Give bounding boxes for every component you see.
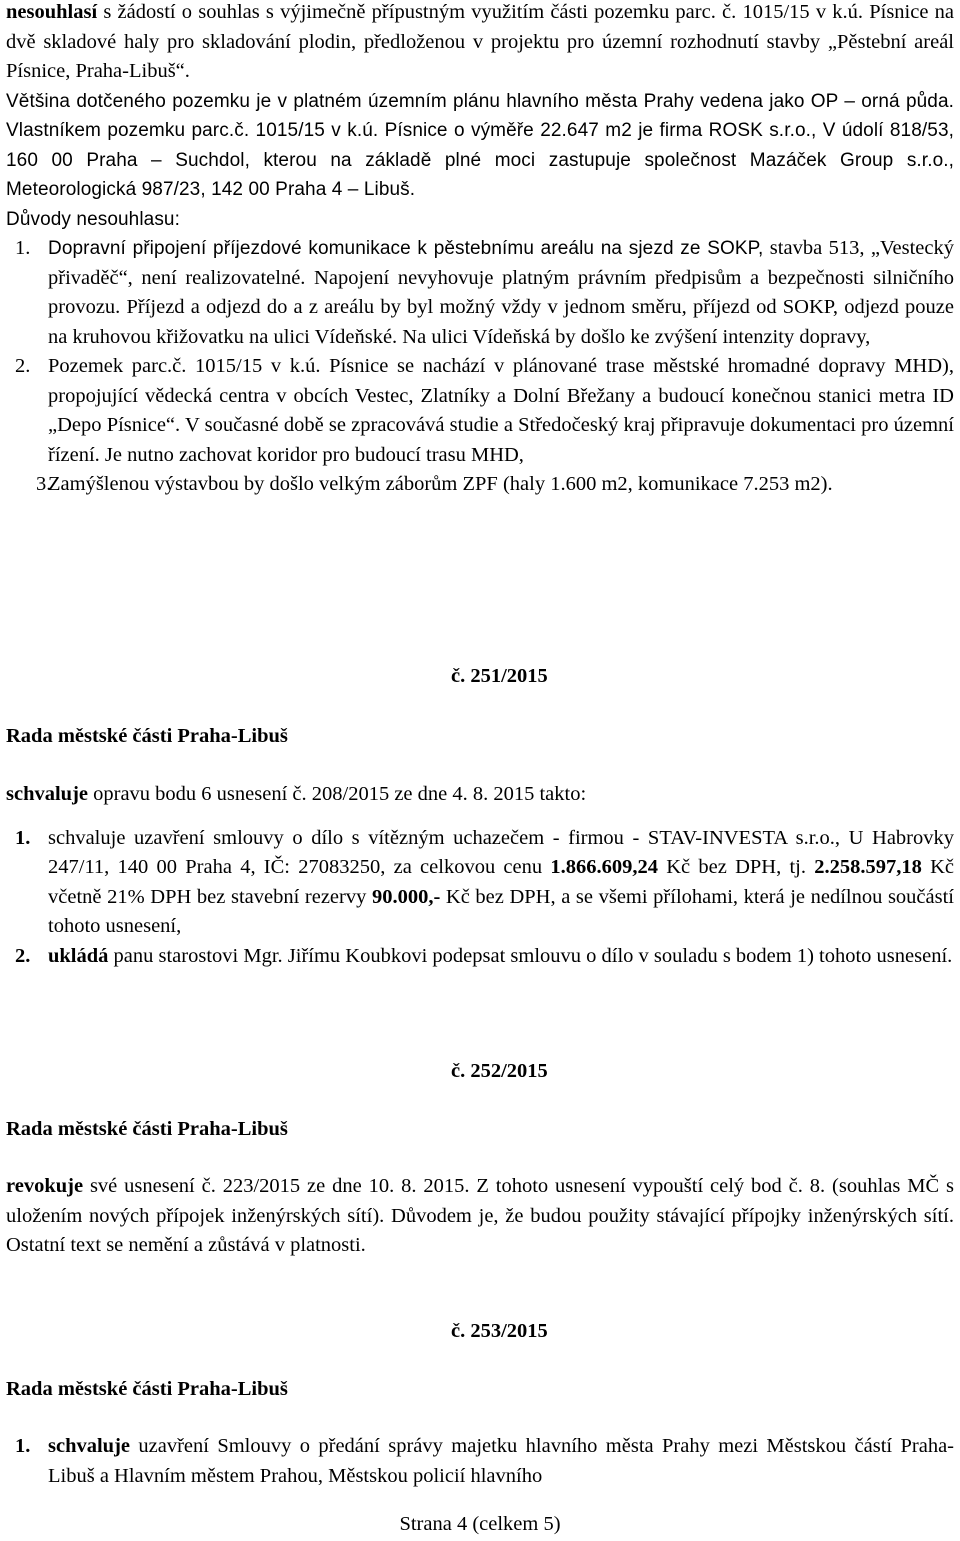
council-heading: Rada městské části Praha-Libuš (6, 1378, 288, 1400)
intro-paragraph-2: Většina dotčeného pozemku je v platném územním plánu hlavního města Prahy vedena jako OP – orná půda. Vlastníkem pozemku parc.č. 1015/15 v k.ú. Písnice o výměře 22.647 m2 je firma ROSK s.r.o., V údolí 818/53, 160 00 Praha – Suchdol, kterou na základě plné moci zastupuje společnost Mazáček Group s.r.o., Meteorologická 987/23, 142 00 Praha 4 – Libuš. (6, 90, 954, 200)
item-text (48, 942, 954, 972)
reason-text: Pozemek parc.č. 1015/15 v k.ú. Písnice se nachází v plánované trase městské hromadné dopravy MHD), propojující vědecká centra v obcích Vestec, Zlatníky a Dolní Břežany a budoucí konečnou stanici metra ID „Depo Písnice“. V současné době se zpracovává studie a Středočeský kraj připravuje dokumentaci pro územní řízení. Je nutno zachovat koridor pro budoucí trasu MHD, (48, 355, 954, 466)
resolution-251-body (6, 780, 954, 971)
reason-text-sans: Dopravní připojení příjezdové komunikace k pěstebnímu areálu na sjezd ze SOKP, (48, 238, 764, 259)
intro-paragraph-1 (6, 0, 954, 87)
resolution-number: č. 253/2015 (451, 1320, 548, 1342)
reserve-amount: 90.000,- (371, 885, 441, 908)
reason-item-1 (6, 234, 954, 352)
resolution-253-body (6, 1432, 954, 1491)
resolution-verb: revokuje (6, 1175, 84, 1197)
reason-number: 3. (36, 473, 52, 495)
item-number: 1. (15, 826, 31, 849)
resolution-number: č. 252/2015 (451, 1060, 548, 1082)
reason-item-3 (6, 470, 954, 500)
item-text (48, 1432, 954, 1491)
intro-text: s žádostí o souhlas s výjimečně přípustným využitím části pozemku parc. č. 1015/15 v k.ú. Písnice na dvě skladové haly pro skladování plodin, předloženou v projektu pro územní rozhodnutí stavby „Pěstební areál Písnice, Praha-Libuš“. (6, 1, 954, 82)
resolution-item-1 (6, 1432, 954, 1491)
resolution-lead (6, 780, 954, 810)
item-text-part: Kč bez DPH, a se všemi přílohami, která je nedílnou součástí tohoto usnesení, (48, 885, 954, 937)
item-number: 2. (15, 944, 31, 967)
resolution-item-1 (6, 824, 954, 942)
reasons-heading: Důvody nesouhlasu: (6, 208, 180, 230)
resolution-number: č. 251/2015 (451, 665, 548, 687)
reason-item-2 (6, 352, 954, 470)
reason-text: Zamýšlenou výstavbou by došlo velkým záborům ZPF (haly 1.600 m2, komunikace 7.253 m2). (48, 473, 833, 495)
item-text-part: schvaluje uzavření smlouvy o dílo s vítězným uchazečem - firmou - STAV-INVESTA s.r.o., U Habrovky 247/11, 140 00 Praha 4, IČ: 27083250, za celkovou cenu (48, 826, 954, 878)
intro-section (6, 0, 954, 500)
item-number: 1. (15, 1435, 31, 1457)
item-verb: ukládá (48, 944, 109, 967)
amount-without-vat: 1.866.609,24 (550, 856, 658, 878)
amount-with-vat: 2.258.597,18 (814, 856, 922, 878)
page-footer: Strana 4 (celkem 5) (399, 1513, 561, 1535)
council-heading: Rada městské části Praha-Libuš (6, 725, 288, 747)
item-text (48, 824, 954, 942)
item-text-part: uzavření Smlouvy o předání správy majetku hlavního města Prahy mezi Městskou částí Praha-Libuš a Hlavním městem Prahou, Městskou policií hlavního (48, 1435, 954, 1487)
item-text-part: Kč včetně 21% DPH bez stavební rezervy (48, 856, 954, 908)
resolution-lead-text: své usnesení č. 223/2015 ze dne 10. 8. 2015. Z tohoto usnesení vypouští celý bod č. 8. (souhlas MČ s uložením nových přípojek inženýrských sítí). Důvodem je, že budou použity stávající přípojky inženýrských sítí. Ostatní text se nemění a zůstává v platnosti. (6, 1175, 954, 1256)
reason-number: 2. (15, 355, 31, 377)
resolution-lead (6, 1172, 954, 1261)
item-text-part: panu starostovi Mgr. Jiřímu Koubkovi podepsat smlouvu o dílo v souladu s bodem 1) tohoto usnesení. (108, 944, 953, 967)
resolution-lead-text: opravu bodu 6 usnesení č. 208/2015 ze dne 4. 8. 2015 takto: (88, 783, 587, 805)
council-heading: Rada městské části Praha-Libuš (6, 1118, 288, 1140)
reason-text-serif: stavba 513, „Vestecký přivaděč“, není realizovatelné. Napojení nevyhovuje platným právním předpisům a bezpečnosti silničního provozu. Příjezd a odjezd do a z areálu by byl možný vždy v jednom směru, příjezd od SOKP, odjezd pouze na kruhovou křižovatku na ulici Vídeňské. Na ulici Vídeňská by došlo ke zvýšení intenzity dopravy, (48, 237, 954, 348)
item-verb: schvaluje (48, 1435, 130, 1457)
reason-number: 1. (15, 237, 31, 259)
intro-bold-word: nesouhlasí (6, 1, 98, 23)
resolution-252-body (6, 1172, 954, 1261)
item-text-part: Kč bez DPH, tj. (658, 856, 815, 878)
resolution-item-2 (6, 942, 954, 972)
resolution-verb: schvaluje (6, 783, 88, 805)
reason-text (48, 234, 954, 352)
